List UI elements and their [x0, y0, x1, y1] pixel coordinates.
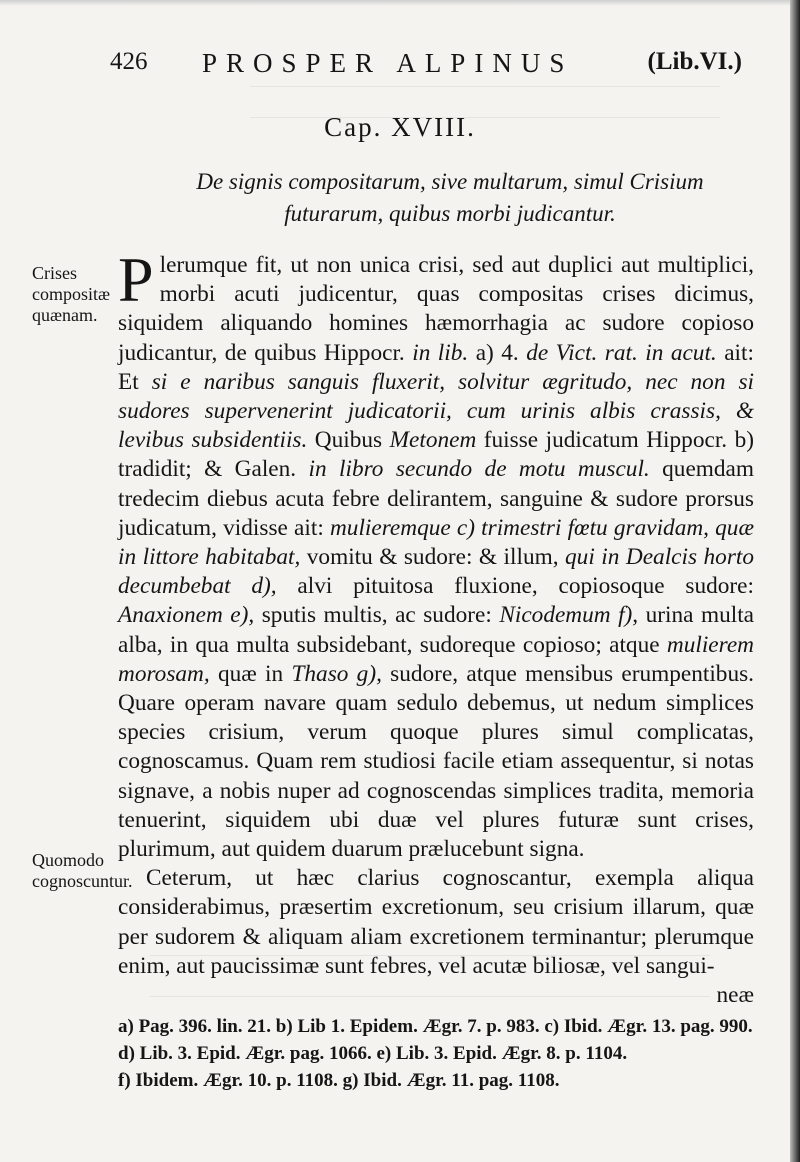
text-run-italic: in lib.	[412, 339, 469, 366]
margin-note: Crises compositæ quænam.	[32, 263, 111, 325]
text-run-italic: Nicodemum f),	[499, 602, 639, 629]
catchword: neæ	[716, 982, 754, 1009]
drop-cap: P	[118, 244, 154, 315]
book-reference: (Lib.VI.)	[647, 48, 742, 75]
text-run: lerumque fit, ut non unica crisi, sed aut duplici aut multiplici, morbi acuti judicentur, quas compositas crises dicimus, siquidem aliquando homines hæmorrhagia ac sudore copioso judicantur, de quibus Hippocr.	[118, 252, 754, 366]
page-header	[110, 44, 742, 84]
chapter-title: De signis compositarum, sive multarum, simul Crisium futurarum, quibus morbi judicantur.	[196, 169, 704, 226]
text-run: urina multa alba, in qua multa subsidebant, sudoreque copioso; atque	[118, 602, 755, 658]
footnotes	[118, 1013, 758, 1094]
body-text	[118, 244, 755, 1010]
page-right-edge	[790, 0, 800, 1162]
text-run-italic: Thaso g),	[291, 660, 382, 687]
text-run: fuisse judicatum Hippocr. b) tradidit; & Galen.	[118, 427, 754, 483]
text-run: ait: Et	[118, 339, 754, 395]
text-run-italic: si e naribus sanguis fluxerit, solvitur ægritudo, nec non si sudores supervenerint judicatorii, cum urinis albis crassis, & levibus subsidentiis.	[118, 368, 754, 454]
text-run-italic: mulieremque c) trimestri fœtu gravidam, quæ in littore habitabat,	[118, 514, 754, 571]
text-run: alvi pituitosa fluxione, copiosoque sudore:	[297, 573, 754, 600]
text-run-italic: qui in Dealcis horto decumbebat d),	[118, 544, 755, 600]
text-run: vomitu & sudore: & illum,	[306, 544, 559, 571]
text-run: sudore, atque mensibus erumpentibus. Quare operam navare quam sedulo debemus, ut nedum simplices species crisium, verum quoque plures simul complicatas, cognoscamus. Quam rem studiosi facile etiam assequentur, si notas signave, a nobis nuper ad cognoscendas simplices tradita, memoria tenuerint, siquidem ubi duæ vel plures futuræ sunt crises, plurimum, aut quidem duarum prælucebunt signa.	[118, 660, 754, 863]
running-title: PROSPER ALPINUS	[202, 48, 574, 78]
footnote-line: d) Lib. 3. Epid. Ægr. pag. 1066. e) Lib. 3. Epid. Ægr. 8. p. 1104.	[118, 1043, 628, 1064]
text-run-italic: Metonem	[389, 427, 477, 454]
text-run: Quibus	[314, 427, 383, 454]
page-number: 426	[110, 48, 148, 75]
text-run: sputis multis, ac sudore:	[261, 602, 492, 629]
text-run-italic: de Vict. rat. in acut.	[526, 339, 717, 366]
text-run-italic: Anaxionem e),	[118, 602, 255, 629]
text-run: a) 4.	[475, 339, 519, 366]
text-run: quæ in	[217, 660, 284, 687]
text-run-italic: in libro secundo de motu muscul.	[308, 456, 650, 483]
footnote-line: a) Pag. 396. lin. 21. b) Lib 1. Epidem. Ægr. 7. p. 983. c) Ibid. Ægr. 13. pag. 990.	[118, 1016, 753, 1037]
footnote-line: f) Ibidem. Ægr. 10. p. 1108. g) Ibid. Ægr. 11. pag. 1108.	[118, 1070, 560, 1091]
text-run: quemdam tredecim diebus acuta febre delirantem, sanguine & sudore prorsus judicatum, vidisse ait:	[118, 456, 755, 541]
paragraph	[118, 244, 755, 864]
text-run-italic: mulierem morosam,	[118, 631, 754, 687]
margin-note: Quomodo cognoscuntur.	[32, 850, 133, 891]
paragraph: Ceterum, ut hæc clarius cognoscantur, exempla aliqua considerabimus, præsertim excretionum, seu crisium illarum, quæ per sudorem & aliquam aliam excretionem terminantur; plerumque enim, aut paucissimæ sunt febres, vel acutæ biliosæ, vel sangui-	[118, 865, 754, 979]
chapter-heading: Cap. XVIII.	[324, 112, 476, 142]
page-top-shadow	[0, 0, 800, 6]
